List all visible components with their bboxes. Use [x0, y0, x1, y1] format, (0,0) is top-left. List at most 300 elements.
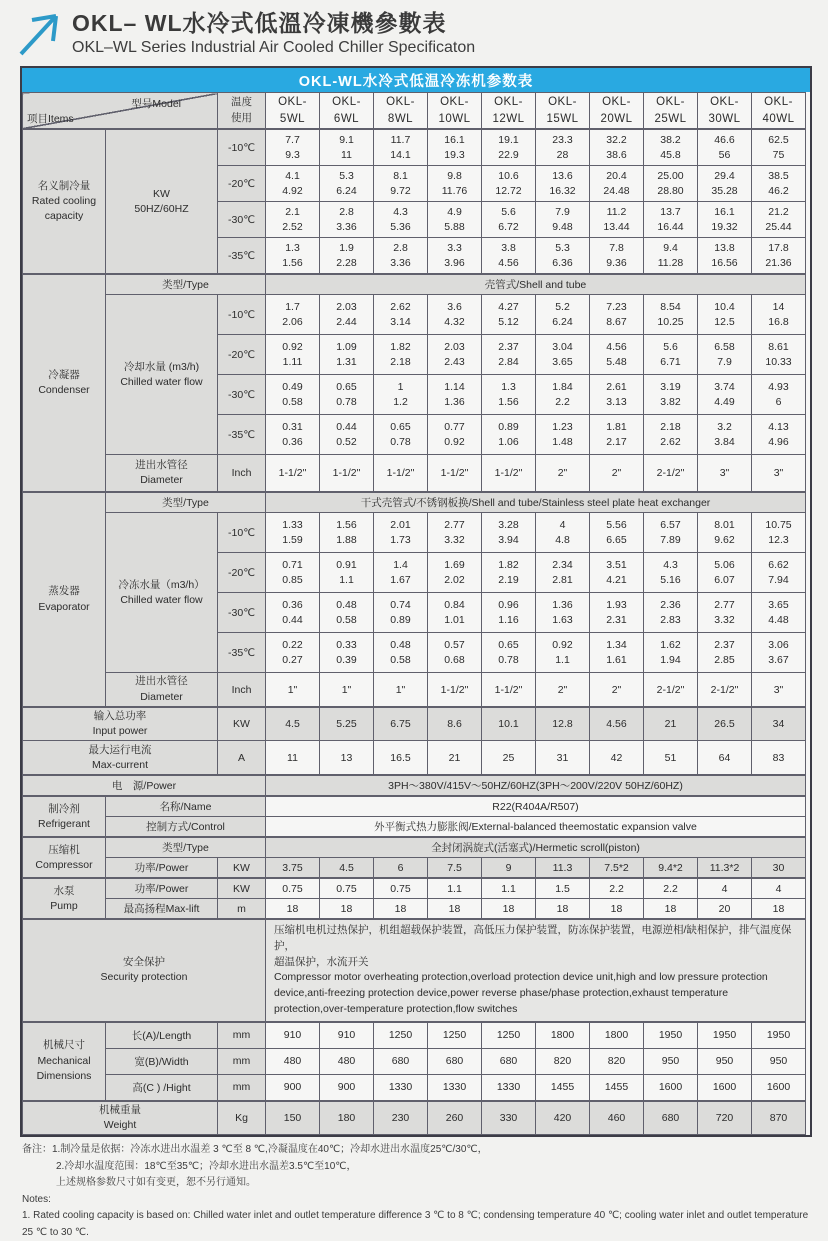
unit-cell: m — [218, 899, 266, 920]
table-row — [23, 707, 806, 741]
value-cell: 1600 — [644, 1074, 698, 1101]
table-row — [23, 513, 806, 553]
value-cell: 18 — [590, 899, 644, 920]
table-row — [23, 858, 806, 879]
value-cell: 2.8 3.36 — [374, 238, 428, 275]
table-row — [23, 93, 806, 130]
document-header — [0, 0, 828, 62]
table-row — [23, 1048, 806, 1074]
table-row — [23, 899, 806, 920]
value-cell: R22(R404A/R507) — [266, 796, 806, 817]
value-cell: 2.1 2.52 — [266, 202, 320, 238]
value-cell: 18 — [482, 899, 536, 920]
value-cell: 0.75 — [320, 878, 374, 899]
unit-cell: KW — [218, 858, 266, 879]
value-cell: 0.71 0.85 — [266, 553, 320, 593]
value-cell: 4.3 5.36 — [374, 202, 428, 238]
value-cell: 3.8 4.56 — [482, 238, 536, 275]
value-cell: 9.8 11.76 — [428, 166, 482, 202]
row-label-refrigerant: 制冷剂 Refrigerant — [23, 796, 106, 837]
row-label-weight: 机械重量 Weight — [23, 1101, 218, 1135]
value-cell: 680 — [428, 1048, 482, 1074]
brand-arrow-icon — [14, 8, 66, 58]
type-label: 类型/Type — [106, 492, 266, 513]
table-row — [23, 837, 806, 858]
value-cell: 3.6 4.32 — [428, 295, 482, 335]
model-label: 型号Model — [131, 98, 181, 110]
value-cell: 16.1 19.32 — [698, 202, 752, 238]
value-cell: 1250 — [428, 1022, 482, 1049]
value-cell: 51 — [644, 741, 698, 776]
value-cell: 4.56 5.48 — [590, 335, 644, 375]
value-cell: 8.54 10.25 — [644, 295, 698, 335]
value-cell: 9.4 11.28 — [644, 238, 698, 275]
value-cell: 2.62 3.14 — [374, 295, 428, 335]
value-cell: 2" — [590, 455, 644, 493]
value-cell: 83 — [752, 741, 806, 776]
value-cell: 1455 — [536, 1074, 590, 1101]
value-cell: 1250 — [374, 1022, 428, 1049]
value-cell: 2.2 — [644, 878, 698, 899]
page-title-en: OKL–WL Series Industrial Air Cooled Chiller Specificaton — [72, 39, 476, 57]
value-cell: 0.77 0.92 — [428, 415, 482, 455]
value-cell: 13.6 16.32 — [536, 166, 590, 202]
value-cell: 0.49 0.58 — [266, 375, 320, 415]
value-cell: 910 — [266, 1022, 320, 1049]
model-header: OKL- 20WL — [590, 93, 644, 130]
value-cell: 11.2 13.44 — [590, 202, 644, 238]
value-cell: 1.34 1.61 — [590, 633, 644, 673]
value-cell: 4.56 — [590, 707, 644, 741]
value-cell: 12.8 — [536, 707, 590, 741]
value-cell: 3" — [752, 673, 806, 707]
table-row — [23, 796, 806, 817]
value-cell: 2-1/2" — [644, 455, 698, 493]
value-cell: 1.23 1.48 — [536, 415, 590, 455]
diameter-label: 进出水管径 Diameter — [106, 673, 218, 707]
value-cell: 5.6 6.71 — [644, 335, 698, 375]
value-cell: 0.75 — [266, 878, 320, 899]
value-cell: 1.36 1.63 — [536, 593, 590, 633]
value-cell: 18 — [644, 899, 698, 920]
value-cell: 6.58 7.9 — [698, 335, 752, 375]
value-cell: 1-1/2" — [428, 673, 482, 707]
title-block — [72, 8, 475, 58]
value-cell: 3.74 4.49 — [698, 375, 752, 415]
value-cell: 38.5 46.2 — [752, 166, 806, 202]
value-cell: 0.57 0.68 — [428, 633, 482, 673]
value-cell: 5.3 6.24 — [320, 166, 374, 202]
value-cell: 1.7 2.06 — [266, 295, 320, 335]
value-cell: 18 — [752, 899, 806, 920]
model-header: OKL- 5WL — [266, 93, 320, 130]
value-cell: 2.18 2.62 — [644, 415, 698, 455]
value-cell: 2.01 1.73 — [374, 513, 428, 553]
value-cell: 1.56 1.88 — [320, 513, 374, 553]
value-cell: 0.36 0.44 — [266, 593, 320, 633]
table-row — [23, 741, 806, 776]
temp-label: -30℃ — [218, 375, 266, 415]
sub-label: 长(A)/Length — [106, 1022, 218, 1049]
footnote-zh-2: 2.冷却水温度范围：18℃至35℃；冷却水进出水温差3.5℃至10℃， — [56, 1160, 357, 1172]
value-cell: 420 — [536, 1101, 590, 1135]
value-cell: 1.3 1.56 — [482, 375, 536, 415]
temp-label: -10℃ — [218, 129, 266, 166]
value-cell: 0.74 0.89 — [374, 593, 428, 633]
value-cell: 21 — [428, 741, 482, 776]
value-cell: 11.3*2 — [698, 858, 752, 879]
model-header: OKL- 12WL — [482, 93, 536, 130]
value-cell: 720 — [698, 1101, 752, 1135]
value-cell: 680 — [644, 1101, 698, 1135]
value-cell: 870 — [752, 1101, 806, 1135]
model-header: OKL- 8WL — [374, 93, 428, 130]
table-row — [23, 817, 806, 838]
value-cell: 820 — [590, 1048, 644, 1074]
value-cell: 480 — [266, 1048, 320, 1074]
value-cell: 9.1 11 — [320, 129, 374, 166]
value-cell: 0.48 0.58 — [374, 633, 428, 673]
sub-label: 类型/Type — [106, 837, 266, 858]
value-cell: 4 — [752, 878, 806, 899]
value-cell: 0.75 — [374, 878, 428, 899]
value-cell: 0.65 0.78 — [374, 415, 428, 455]
value-cell: 6.62 7.94 — [752, 553, 806, 593]
value-cell: 21 — [644, 707, 698, 741]
model-header: OKL- 25WL — [644, 93, 698, 130]
value-cell: 18 — [320, 899, 374, 920]
value-cell: 1.62 1.94 — [644, 633, 698, 673]
value-cell: 680 — [374, 1048, 428, 1074]
value-cell: 8.01 9.62 — [698, 513, 752, 553]
value-cell: 1950 — [644, 1022, 698, 1049]
value-cell: 1.1 — [428, 878, 482, 899]
value-cell: 1.33 1.59 — [266, 513, 320, 553]
row-label-max-current: 最大运行电流 Max-current — [23, 741, 218, 776]
value-cell: 7.9 9.48 — [536, 202, 590, 238]
sub-label: 功率/Power — [106, 858, 218, 879]
value-cell: 10.4 12.5 — [698, 295, 752, 335]
temp-label: -20℃ — [218, 553, 266, 593]
value-cell: 950 — [698, 1048, 752, 1074]
value-cell: 1.14 1.36 — [428, 375, 482, 415]
value-cell: 1.1 — [482, 878, 536, 899]
table-row — [23, 129, 806, 166]
value-cell: 0.89 1.06 — [482, 415, 536, 455]
table-row — [23, 492, 806, 513]
value-cell: 2" — [536, 673, 590, 707]
unit-cell: Inch — [218, 455, 266, 493]
value-cell: 38.2 45.8 — [644, 129, 698, 166]
value-cell: 460 — [590, 1101, 644, 1135]
value-cell: 11.3 — [536, 858, 590, 879]
value-cell: 8.1 9.72 — [374, 166, 428, 202]
value-cell: 2.77 3.32 — [698, 593, 752, 633]
value-cell: 1800 — [590, 1022, 644, 1049]
value-cell: 26.5 — [698, 707, 752, 741]
value-cell: 0.22 0.27 — [266, 633, 320, 673]
value-cell: 1455 — [590, 1074, 644, 1101]
value-cell: 9 — [482, 858, 536, 879]
value-cell: 260 — [428, 1101, 482, 1135]
value-cell: 4.3 5.16 — [644, 553, 698, 593]
type-label: 类型/Type — [106, 274, 266, 295]
value-cell: 0.65 0.78 — [482, 633, 536, 673]
model-header: OKL- 40WL — [752, 93, 806, 130]
unit-cell: mm — [218, 1022, 266, 1049]
value-cell: 1.84 2.2 — [536, 375, 590, 415]
flow-label: 冷冻水量（m3/h） Chilled water flow — [106, 513, 218, 673]
value-cell: 1.69 2.02 — [428, 553, 482, 593]
value-cell: 8.6 — [428, 707, 482, 741]
temp-label: -30℃ — [218, 202, 266, 238]
model-header: OKL- 10WL — [428, 93, 482, 130]
value-cell: 5.25 — [320, 707, 374, 741]
value-cell: 1-1/2" — [320, 455, 374, 493]
footnote-zh-1: 备注：1.制冷量是依据：冷冻水进出水温差 3 ℃至 8 ℃,冷凝温度在40℃；冷却水进出水温度25℃/30℃， — [22, 1144, 488, 1156]
value-cell: 25.00 28.80 — [644, 166, 698, 202]
value-cell: 6.57 7.89 — [644, 513, 698, 553]
value-cell: 1600 — [752, 1074, 806, 1101]
sub-label: 宽(B)/Width — [106, 1048, 218, 1074]
row-label-evaporator: 蒸发器 Evaporator — [23, 492, 106, 706]
table-row — [23, 295, 806, 335]
value-cell: 2-1/2" — [698, 673, 752, 707]
value-cell: 42 — [590, 741, 644, 776]
model-header: OKL- 15WL — [536, 93, 590, 130]
table-row — [23, 673, 806, 707]
footnote-zh-3: 上述规格参数尺寸如有变更，恕不另行通知。 — [56, 1177, 256, 1189]
value-cell: 18 — [536, 899, 590, 920]
value-cell: 1.82 2.18 — [374, 335, 428, 375]
flow-label: 冷却水量 (m3/h) Chilled water flow — [106, 295, 218, 455]
value-cell: 230 — [374, 1101, 428, 1135]
value-cell: 0.44 0.52 — [320, 415, 374, 455]
diameter-label: 进出水管径 Diameter — [106, 455, 218, 493]
table-row — [23, 274, 806, 295]
footnote-en-1: 1. Rated cooling capacity is based on: Chilled water inlet and outlet temperature difference 3 ℃ to 8 ℃; condensing temperature 40 ℃; cooling water inlet and outlet temperature 25 ℃ to 30 ℃. — [22, 1210, 809, 1238]
value-cell: 1.93 2.31 — [590, 593, 644, 633]
value-cell: 1800 — [536, 1022, 590, 1049]
power-supply-value: 3PH～380V/415V～50HZ/60HZ(3PH～200V/220V 50HZ/60HZ) — [266, 775, 806, 796]
value-cell: 900 — [266, 1074, 320, 1101]
value-cell: 1-1/2" — [482, 673, 536, 707]
items-model-header — [23, 93, 218, 130]
value-cell: 7.5*2 — [590, 858, 644, 879]
value-cell: 29.4 35.28 — [698, 166, 752, 202]
page-title-zh: OKL– WL水冷式低溫冷凍機參數表 — [72, 10, 447, 36]
value-cell: 2" — [590, 673, 644, 707]
value-cell: 480 — [320, 1048, 374, 1074]
value-cell: 4.5 — [266, 707, 320, 741]
value-cell: 0.91 1.1 — [320, 553, 374, 593]
value-cell: 4.13 4.96 — [752, 415, 806, 455]
value-cell: 6 — [374, 858, 428, 879]
value-cell: 1.82 2.19 — [482, 553, 536, 593]
value-cell: 4.27 5.12 — [482, 295, 536, 335]
value-cell: 2.37 2.85 — [698, 633, 752, 673]
value-cell: 1-1/2" — [374, 455, 428, 493]
value-cell: 1" — [320, 673, 374, 707]
type-value: 干式壳管式/不锈钢板换/Shell and tube/Stainless steel plate heat exchanger — [266, 492, 806, 513]
row-label-pump: 水泵 Pump — [23, 878, 106, 919]
value-cell: 19.1 22.9 — [482, 129, 536, 166]
value-cell: 34 — [752, 707, 806, 741]
sub-label: 名称/Name — [106, 796, 266, 817]
value-cell: 0.48 0.58 — [320, 593, 374, 633]
value-cell: 2.03 2.43 — [428, 335, 482, 375]
temp-label: -20℃ — [218, 335, 266, 375]
temp-label: -35℃ — [218, 238, 266, 275]
unit-cell: mm — [218, 1048, 266, 1074]
unit-cell: mm — [218, 1074, 266, 1101]
value-cell: 3.04 3.65 — [536, 335, 590, 375]
value-cell: 16.5 — [374, 741, 428, 776]
table-row — [23, 878, 806, 899]
table-banner: OKL-WL水冷式低温冷冻机参数表 — [22, 68, 810, 92]
value-cell: 10.6 12.72 — [482, 166, 536, 202]
value-cell: 1.9 2.28 — [320, 238, 374, 275]
spec-table-wrapper — [20, 66, 812, 1137]
value-cell: 5.56 6.65 — [590, 513, 644, 553]
value-cell: 150 — [266, 1101, 320, 1135]
value-cell: 3" — [698, 455, 752, 493]
value-cell: 6.75 — [374, 707, 428, 741]
row-label-power-supply: 电 源/Power — [23, 775, 266, 796]
value-cell: 20.4 24.48 — [590, 166, 644, 202]
value-cell: 2.37 2.84 — [482, 335, 536, 375]
model-header: OKL- 6WL — [320, 93, 374, 130]
sub-label: 最高扬程Max-lift — [106, 899, 218, 920]
value-cell: 2.61 3.13 — [590, 375, 644, 415]
value-cell: 3.65 4.48 — [752, 593, 806, 633]
value-cell: 3.19 3.82 — [644, 375, 698, 415]
row-label-compressor: 压缩机 Compressor — [23, 837, 106, 878]
value-cell: 13.8 16.56 — [698, 238, 752, 275]
value-cell: 2.2 — [590, 878, 644, 899]
value-cell: 7.8 9.36 — [590, 238, 644, 275]
table-row — [23, 1101, 806, 1135]
value-cell: 7.7 9.3 — [266, 129, 320, 166]
temp-label: -35℃ — [218, 633, 266, 673]
unit-cell: Kg — [218, 1101, 266, 1135]
row-label-security: 安全保护 Security protection — [23, 919, 266, 1022]
value-cell: 3" — [752, 455, 806, 493]
value-cell: 2.8 3.36 — [320, 202, 374, 238]
sub-label: 控制方式/Control — [106, 817, 266, 838]
table-row — [23, 919, 806, 1022]
sub-label: 功率/Power — [106, 878, 218, 899]
value-cell: 1950 — [698, 1022, 752, 1049]
table-row — [23, 1022, 806, 1049]
value-cell: 0.92 1.11 — [266, 335, 320, 375]
value-cell: 950 — [752, 1048, 806, 1074]
value-cell: 32.2 38.6 — [590, 129, 644, 166]
temp-label: -10℃ — [218, 295, 266, 335]
row-label-input-power: 输入总功率 Input power — [23, 707, 218, 741]
value-cell: 5.2 6.24 — [536, 295, 590, 335]
value-cell: 4.5 — [320, 858, 374, 879]
value-cell: 18 — [374, 899, 428, 920]
value-cell: 1" — [374, 673, 428, 707]
value-cell: 9.4*2 — [644, 858, 698, 879]
value-cell: 10.75 12.3 — [752, 513, 806, 553]
footnote-notes-label: Notes: — [22, 1193, 51, 1205]
value-cell: 7.23 8.67 — [590, 295, 644, 335]
value-cell: 2" — [536, 455, 590, 493]
value-cell: 8.61 10.33 — [752, 335, 806, 375]
temp-label: -30℃ — [218, 593, 266, 633]
value-cell: 4.1 4.92 — [266, 166, 320, 202]
value-cell: 3.3 3.96 — [428, 238, 482, 275]
value-cell: 1-1/2" — [482, 455, 536, 493]
row-label-dimensions: 机械尺寸 Mechanical Dimensions — [23, 1022, 106, 1101]
value-cell: 11 — [266, 741, 320, 776]
value-cell: 10.1 — [482, 707, 536, 741]
model-header: OKL- 30WL — [698, 93, 752, 130]
value-cell: 3.75 — [266, 858, 320, 879]
temp-label: -10℃ — [218, 513, 266, 553]
type-value: 壳管式/Shell and tube — [266, 274, 806, 295]
value-cell: 62.5 75 — [752, 129, 806, 166]
spec-table — [22, 92, 806, 1135]
value-cell: 1" — [266, 673, 320, 707]
value-cell: 1330 — [482, 1074, 536, 1101]
value-cell: 25 — [482, 741, 536, 776]
sub-label: 高(C ) /Hight — [106, 1074, 218, 1101]
value-cell: 1.5 — [536, 878, 590, 899]
value-cell: 18 — [266, 899, 320, 920]
value-cell: 5.6 6.72 — [482, 202, 536, 238]
value-cell: 2-1/2" — [644, 673, 698, 707]
items-label: 项目Items — [27, 113, 74, 126]
value-cell: 2.36 2.83 — [644, 593, 698, 633]
temp-use-header: 温度 使用 — [218, 93, 266, 130]
unit-label: KW 50HZ/60HZ — [106, 129, 218, 274]
unit-cell: KW — [218, 878, 266, 899]
temp-label: -20℃ — [218, 166, 266, 202]
value-cell: 0.31 0.36 — [266, 415, 320, 455]
unit-cell: KW — [218, 707, 266, 741]
value-cell: 5.3 6.36 — [536, 238, 590, 275]
temp-label: -35℃ — [218, 415, 266, 455]
value-cell: 46.6 56 — [698, 129, 752, 166]
value-cell: 20 — [698, 899, 752, 920]
value-cell: 4 — [698, 878, 752, 899]
value-cell: 13.7 16.44 — [644, 202, 698, 238]
value-cell: 4.9 5.88 — [428, 202, 482, 238]
value-cell: 外平衡式热力膨胀阀/External-balanced theemostatic expansion valve — [266, 817, 806, 838]
value-cell: 30 — [752, 858, 806, 879]
value-cell: 910 — [320, 1022, 374, 1049]
value-cell: 1330 — [428, 1074, 482, 1101]
value-cell: 1 1.2 — [374, 375, 428, 415]
value-cell: 2.03 2.44 — [320, 295, 374, 335]
value-cell: 820 — [536, 1048, 590, 1074]
value-cell: 7.5 — [428, 858, 482, 879]
value-cell: 180 — [320, 1101, 374, 1135]
value-cell: 3.06 3.67 — [752, 633, 806, 673]
table-row — [23, 455, 806, 493]
value-cell: 3.28 3.94 — [482, 513, 536, 553]
value-cell: 0.33 0.39 — [320, 633, 374, 673]
value-cell: 11.7 14.1 — [374, 129, 428, 166]
value-cell: 16.1 19.3 — [428, 129, 482, 166]
value-cell: 2.77 3.32 — [428, 513, 482, 553]
value-cell: 1600 — [698, 1074, 752, 1101]
value-cell: 13 — [320, 741, 374, 776]
value-cell: 14 16.8 — [752, 295, 806, 335]
